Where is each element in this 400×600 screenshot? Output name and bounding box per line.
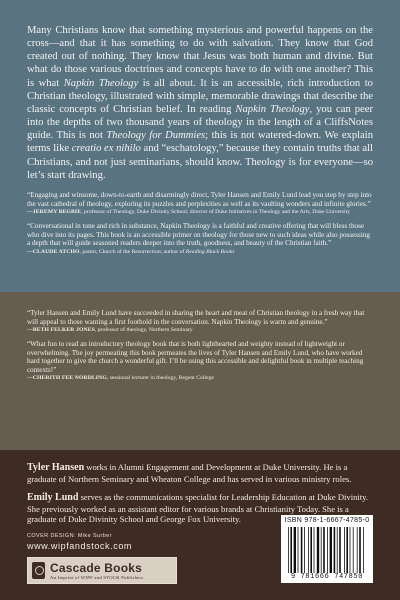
endorsement-attribution xyxy=(27,327,373,334)
barcode-bar xyxy=(353,527,354,573)
barcode-bar xyxy=(337,527,338,573)
author-name: Tyler Hansen xyxy=(27,462,85,473)
isbn-label: ISBN 978-1-6667-4785-0 xyxy=(284,517,370,524)
endorsements-middle xyxy=(27,309,373,388)
barcode-bar xyxy=(339,527,341,573)
barcode-bar xyxy=(330,527,332,573)
endorsement-attribution xyxy=(27,375,373,382)
publisher-website-link[interactable]: www.wipfandstock.com xyxy=(27,541,133,551)
top-panel xyxy=(0,0,400,292)
endorsements-top xyxy=(27,191,373,262)
endorsement xyxy=(27,222,373,256)
barcode-bar xyxy=(301,527,303,573)
barcode-bar xyxy=(317,527,319,573)
bottom-panel xyxy=(0,450,400,600)
endorser-name: —BETH FELKER JONES xyxy=(27,327,95,334)
barcode-bar xyxy=(304,527,305,573)
barcode-bar xyxy=(344,527,345,573)
middle-panel xyxy=(0,292,400,450)
barcode-bar xyxy=(314,527,315,573)
barcode-bar xyxy=(359,527,361,573)
endorser-role: , professor of Theology, Duke Divinity School; director of Duke Initiatives in Theology and the Arts, Duke University xyxy=(81,209,351,216)
barcode-bar xyxy=(290,527,292,573)
barcode-bar xyxy=(308,527,309,573)
endorsement-quote: “Engaging and winsome, down-to-earth and disarmingly direct, Tyler Hansen and Emily Lund lead you step by step into the vast cathedral of theology, exploring its puzzles and perplexities as well as its vaulting wonders and infinite glories.” xyxy=(27,191,372,208)
endorsement-attribution xyxy=(27,249,373,256)
endorser-role: , pastor, Church of the Resurrection; author of xyxy=(79,248,186,255)
barcode-graphic xyxy=(287,527,367,573)
barcode-bar xyxy=(327,527,328,573)
barcode-bar xyxy=(357,527,358,573)
barcode-bar xyxy=(363,527,364,573)
barcode-bar xyxy=(350,527,351,573)
publisher-name: Cascade Books xyxy=(50,561,142,575)
author-bio xyxy=(27,462,373,484)
cover-design-credit: COVER DESIGN: Mike Surber xyxy=(27,533,112,539)
isbn-barcode-block xyxy=(281,515,373,583)
endorser-role: , sessional lecturer in theology, Regent College xyxy=(106,375,214,382)
endorsement-attribution xyxy=(27,209,373,216)
endorsement xyxy=(27,340,373,382)
endorser-book-title: Reading Black Books xyxy=(185,248,235,255)
barcode-bar xyxy=(334,527,336,573)
publisher-tagline: An Imprint of WIPF and STOCK Publishers xyxy=(50,575,144,580)
author-name: Emily Lund xyxy=(27,492,79,503)
barcode-bar xyxy=(294,527,296,573)
endorsement xyxy=(27,191,373,216)
endorser-name: —JEREMY BEGBIE xyxy=(27,209,82,216)
barcode-bar xyxy=(346,527,348,573)
barcode-bar xyxy=(321,527,322,573)
barcode-bar xyxy=(323,527,325,573)
endorsement-quote: “Tyler Hansen and Emily Lund have succeeded in sharing the heart and meat of Christian theology in a fresh way that will appeal to those wanting a first foothold in the conversation. Napkin Theology is warm and genuine.” xyxy=(27,309,365,326)
barcode-bar xyxy=(310,527,312,573)
barcode-bar xyxy=(288,527,289,573)
endorser-name: —CLAUDE ATCHO xyxy=(27,248,80,255)
author-bio-text: works in Alumni Engagement and Development at Duke University. He is a graduate of Northern Seminary and Wheaton College and has served in various ministry roles. xyxy=(27,462,352,484)
endorsement-quote: “What fun to read an introductory theology book that is both lighthearted and weighty instead of lightweight or overwhelming. The joy permeating this book permeates the lives of Tyler Hansen and Emily Lund, who have worked hard together to give the church a wonderful gift. I’ll be using this accessible and delightful book in multiple teaching contexts!” xyxy=(27,340,364,374)
isbn-digits: 9 781666 747850 xyxy=(290,573,363,581)
endorser-role: , professor of theology, Northern Seminary xyxy=(94,327,193,334)
book-description: Many Christians know that something mysterious and powerful happens on the cross—and that it has something to do with salvation. They know that God created out of nothing. They know that Jesus was both human and divine. But what do those various doctrines and concepts have to do with one another? This is what Napkin Theology is all about. It is an accessible, rich introduction to Christian theology, illustrated with simple, memorable drawings that describe the classic concepts of Christian belief. In reading Napkin Theology, you can peer into the depths of two thousand years of theology in the length of a CliffsNotes guide. This is not Theology for Dummies; this is not watered-down. We explain terms like creatio ex nihilo and “eschatology,” because they contain truths that all Christians, and not just seminarians, should know. Theology is for everyone—so let’s start drawing. xyxy=(27,25,373,181)
endorsement xyxy=(27,309,373,334)
author-bio-text: serves as the communications specialist for Leadership Education at Duke Divinity. She previously worked as an assistant editor for various brands at Christianity Today. She is a graduate of Duke Divinity School and George Fox University. xyxy=(27,492,369,525)
barcode-bar xyxy=(298,527,299,573)
publisher-emblem-icon xyxy=(32,562,45,579)
publisher-logo xyxy=(27,557,177,584)
endorsement-quote: “Conversational in tone and rich in substance, Napkin Theology is a faithful and creative offering that will bless those who dive into its pages. This book is an accessible primer on theology for those new to such ideas while also possessing a depth that will guide seasoned readers deeper into the truth, goodness, and beauty of the Christian faith.” xyxy=(27,222,370,248)
endorser-name: —CHERITH FEE NORDLING xyxy=(27,375,107,382)
